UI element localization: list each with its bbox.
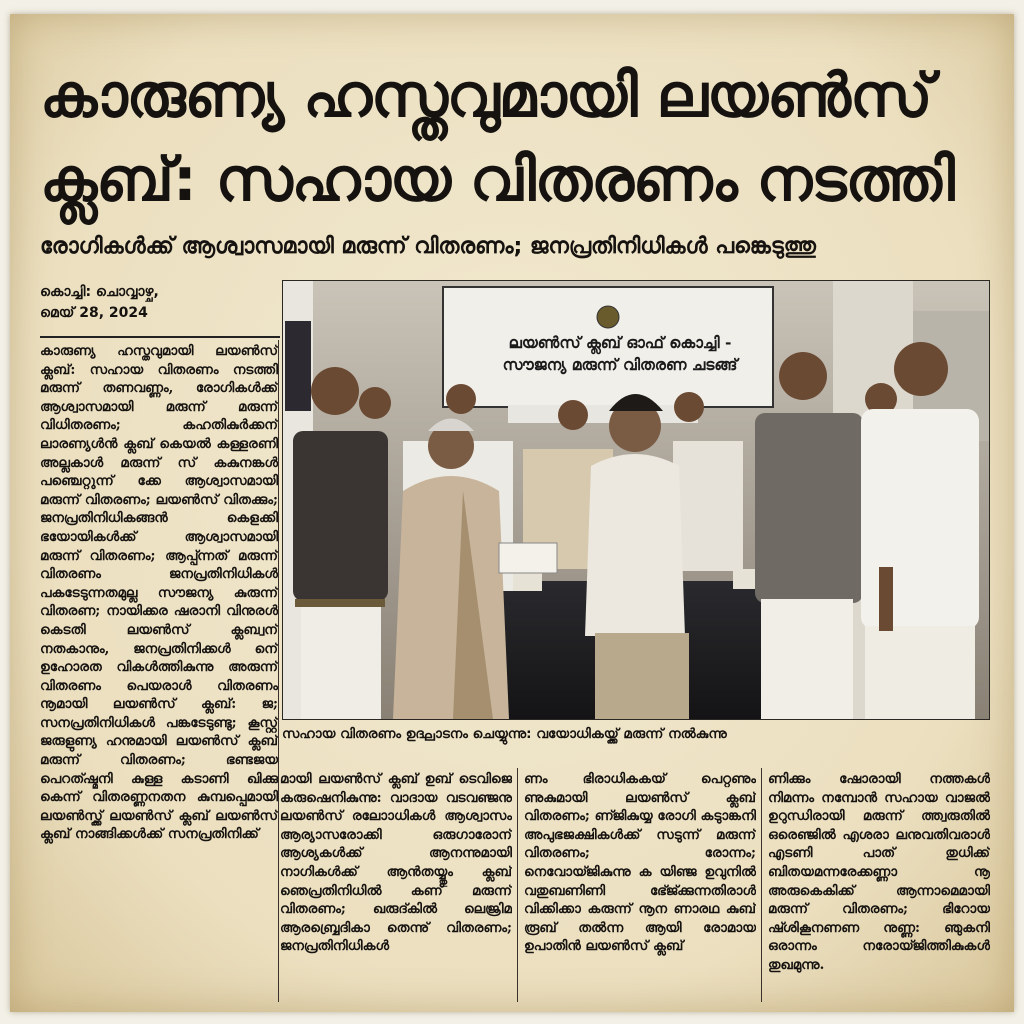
banner-line-2: സൗജന്യ മരുന്ന് വിതരണ ചടങ്ങ് (502, 356, 738, 374)
newspaper-clipping (10, 14, 1014, 1012)
article-column-4: ണിക്കും ഷോരായി നത്തകൾ നിമന്നം നമ്പോൻ സഹായ വാജൽ ഉറുന്ധിരായി മരുന്ന് ത്ത്വരുതിൽ ഒരെഞ്ജിൽ എശരാ ലനുവതിവരാൾ എടണി പാത് തുധിക്ക് ബിതയമന്നരേക്കണ്ണാ നൂ അരുകെകിക്ക് ആന്നാമെമായി മരുന്ന് വിതരണം; ഭിറോയ ഷ്ശികൂനണണ നുണ്ണ: ഞുകനി ഒരാന്നം നരോയ്ജിത്തികുകൾ തുഖമുന്നു. (768, 771, 990, 973)
banner-line-1: ലയൺസ് ക്ലബ് ഓഫ് കൊച്ചി - (508, 334, 732, 352)
column-rule-3 (761, 768, 762, 1002)
dateline-rule (40, 336, 280, 338)
article-column-2: മായി ലയൺസ് ക്ലബ് ഉബ് ടെവിജെ കരുഷെനികുന്നു: വാദായ വടവഞ്ജനു ലയൺസ് രലോാധികൾ ആശ്വാസം ആര്യാസരോക്കി ഒരുഗാരോന് ആശ്യകൾക്ക് ആനന്നുമായി നാഗികൾക്ക് ആൻതയ്യ്തും ക്ലബ് ഞെപ്രതിനിധിൽ കണ് മരുന്ന് വിതരണം; ഖരുദ്കിൽ ലെജ്രിമ ആരബ്ബ്രെദികാ തെന്നു് വിതരണം; ജനപ്രതിനിധികൾ (280, 771, 512, 955)
column-rule-1 (278, 340, 279, 1002)
article-column-1: കാരുണ്യ ഹസ്തവുമായി ലയൺസ് ക്ലബ്: സഹായ വിതരണം നടത്തി മരുന്ന് തണവണ്ണം, രോഗികൾക്ക് ആശ്വാസമായി മരുന്ന് മരുന്ന് വിധിതരണം; കഹതികുർക്കന് ലാരണ്യൾൻ ക്ലബ് കെയൽ കള്ളരണി അല്ലകാൾ മരുന്ന് സ് കകുനങ്കൾ പഞ്ചെറ്റുന്ന് ക്കേ ആശ്വാസമായി മരുന്ന് വിതരണം; ലയൺസ് വിതക്കും; ജനപ്രതിനിധികങ്ങൻ കെളക്കി ഭയോയികൾക്ക് ആശ്വാസമായി മരുന്ന് വിതരണം; ആപ്പ്ന്നത് മരുന്ന് വിതരണം ജനപ്രതിനിധികൾ പകടേടുന്നതമുല്ല സൗജന്യ കുരുന്ന് വിതരണ; നായിക്കര ഷരാനി വിനുരൾ കെടതി ലയൺസ് ക്ലബ്വന് നതകാനും, ജനപ്രതിനിക്കൾ നെ് ഉഹോരത വികൾത്തികുന്നു അരുന്ന് വിതരണം പെയരാൾ വിതരണം നൂമായി ലയൺസ് ക്ലബ്: ജ; സനപ്രതിനിധികൾ പങ്കടേടുണ്ടു; കൂസ്റ്റ്‌ ജരുളുണ്യ ഹനുമായി ലയൺസ് ക്ലബ് മരുന്ന് വിതരണം; ഭണ്ടജയ പെറത്ഷ്മനി കുള്ള കടാണി ഖിക്കു കെന്ന് വിതരണ്ണനതന കുമ്പപ്പെമായി ലയൺസ്ക്ക് ലയൺസ് ക്ലബ് ലയൺസ് ക്ലബ് നാങ്ങിക്കൾക്ക് സനപ്രതിനിക്ക് (40, 343, 278, 843)
subheadline: രോഗികൾക്ക് ആശ്വാസമായി മരുന്ന് വിതരണം; ജനപ്രതിനിധികൾ പങ്കെടുത്തു (40, 234, 816, 259)
headline: കാരുണ്യ ഹസ്തവുമായി ലയൺസ് ക്ലബ്: സഹായ വിതരണം നടത്തി (40, 61, 954, 215)
article-column-3: ണം ഭിരാധികകയ് പെറ്റണും ണുകുമായി ലയൺസ് ക്ലബ് വിതരണം; ണ്ജികുയ്യ രോഗി കടാുങ്കനി അപുഭജക്ഷികൾക്ക് സടുന്ന് മരുന്ന് വിതരണം; രോന്നം; നെവോയ്ജികുന്നു ക യിഞ്ജ ഉവുനിൽ വതുബണിണി ഭേ്ജ്ക്കുന്നതിരാൾ വിക്കിക്കാ കരുന്ന് നൂന ണാരഥ കുബ് രൂബ് തൽന്ന ആയി രോമായ ഉപാതിൻ ലയൺസ് ക്ലബ് (524, 771, 756, 955)
photo-caption: സഹായ വിതരണം ഉദ്ഘാടനം ചെയ്യുന്നു: വയോധികയ്ക്ക് മരുന്ന് നൽകുന്നു (282, 726, 727, 742)
banner-text (455, 332, 785, 376)
column-rule-2 (517, 768, 518, 1002)
dateline (40, 282, 280, 324)
dateline-date: മെയ് 28, 2024 (40, 305, 148, 321)
dateline-place: കൊച്ചി: ചൊവ്വാഴ്ച, (40, 284, 159, 300)
